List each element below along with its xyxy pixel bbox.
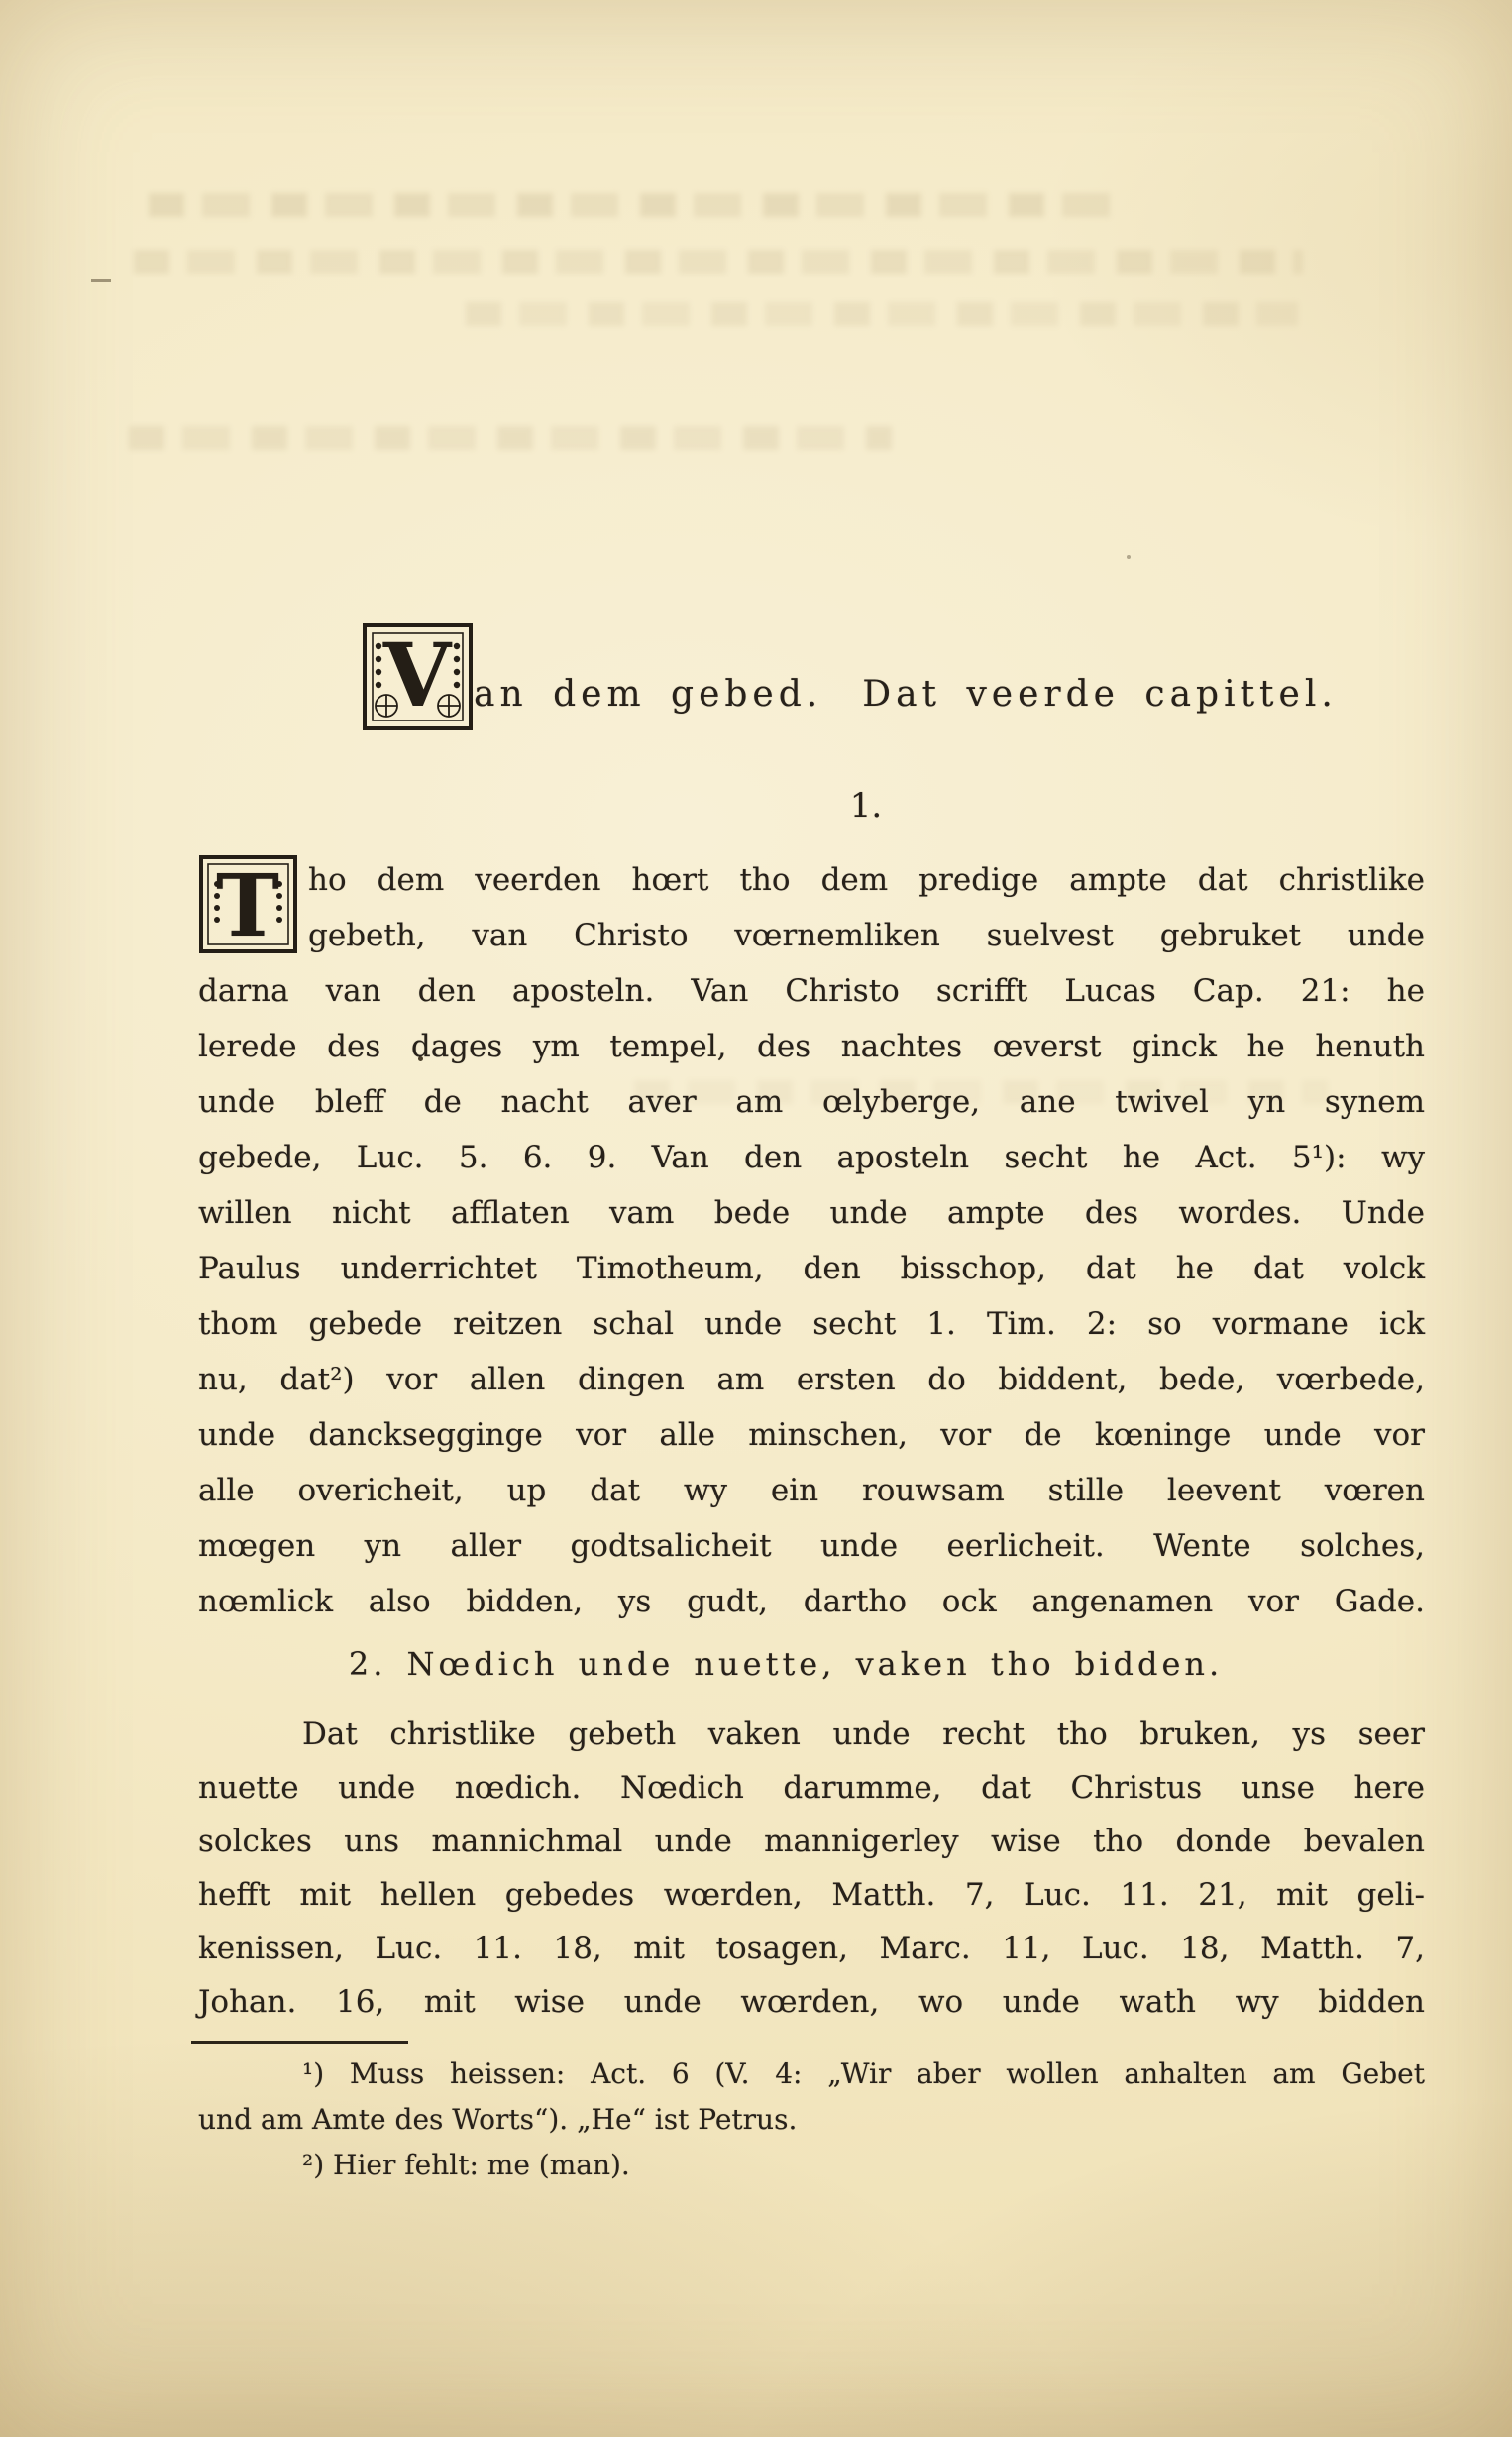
section-number: 1.: [849, 786, 883, 826]
body-line: Paulus underrichtet Timotheum, den bisschop, dat he dat volck: [198, 1251, 1425, 1286]
body-line: nœmlick also bidden, ys gudt, dartho ock angenamen vor Gade.: [198, 1584, 1425, 1619]
body-line: alle overicheit, up dat wy ein rouwsam stille leevent vœren: [198, 1473, 1425, 1508]
body-line: thom gebede reitzen schal unde secht 1. Tim. 2: so vormane ick: [198, 1306, 1425, 1342]
chapter-title: [474, 674, 1338, 715]
ornate-initial-v: [362, 622, 474, 731]
body-line: kenissen, Luc. 11. 18, mit tosagen, Marc. 11, Luc. 18, Matth. 7,: [198, 1931, 1425, 1966]
section-2-paragraph: [198, 1708, 1425, 2029]
initial-letter: V: [382, 623, 452, 726]
body-line: gebede, Luc. 5. 6. 9. Van den aposteln secht he Act. 5¹): wy: [198, 1140, 1425, 1175]
body-line: ho dem veerden hœrt tho dem predige ampte dat christlike: [308, 862, 1425, 898]
body-line: unde dancksegginge vor alle minschen, vor de kœninge unde vor: [198, 1417, 1425, 1453]
footnotes: [198, 2051, 1425, 2188]
subsection-heading: 2. Nœdich unde nuette, vaken tho bidden.: [348, 1645, 1224, 1683]
ornate-initial-t: [198, 854, 298, 954]
footnote-line: ¹) Muss heissen: Act. 6 (V. 4: „Wir aber wollen anhalten am Gebet: [302, 2057, 1425, 2090]
chapter-heading: [362, 622, 1338, 731]
body-line: darna van den aposteln. Van Christo scrifft Lucas Cap. 21: he: [198, 973, 1425, 1009]
footnote-line: und am Amte des Worts“). „He“ ist Petrus.: [198, 2103, 798, 2136]
page-bleedthrough: [129, 426, 892, 450]
body-line: nuette unde nœdich. Nœdich darumme, dat Christus unse here: [198, 1770, 1425, 1806]
body-line: solckes uns mannichmal unde mannigerley wise tho donde bevalen: [198, 1824, 1425, 1859]
body-line: gebeth, van Christo vœrnemliken suelvest gebruket unde: [308, 918, 1425, 953]
body-line: Dat christlike gebeth vaken unde recht tho bruken, ys seer: [302, 1717, 1425, 1752]
footnote-rule: [191, 2041, 408, 2044]
chapter-title-left: an dem gebed.: [474, 674, 823, 715]
chapter-title-right: Dat veerde capittel.: [862, 674, 1338, 715]
body-line: mœgen yn aller godtsalicheit unde eerlicheit. Wente solches,: [198, 1528, 1425, 1564]
footnote-line: ²) Hier fehlt: me (man).: [302, 2149, 630, 2181]
margin-dash-mark: [91, 279, 111, 282]
section-1-paragraph: [198, 852, 1425, 1629]
page-bleedthrough: [134, 250, 1303, 274]
page-bleedthrough: [149, 193, 1130, 217]
body-line: Johan. 16, mit wise unde wœrden, wo unde wath wy bidden: [198, 1984, 1425, 2020]
body-line: hefft mit hellen gebedes wœrden, Matth. 7, Luc. 11. 21, mit geli-: [198, 1877, 1425, 1913]
body-line: willen nicht afflaten vam bede unde ampte des wordes. Unde: [198, 1195, 1425, 1231]
page-bleedthrough: [466, 302, 1298, 326]
initial-letter: T: [216, 856, 279, 954]
body-line: nu, dat²) vor allen dingen am ersten do biddent, bede, vœrbede,: [198, 1362, 1425, 1397]
paper-speck: [1127, 555, 1131, 559]
body-line: unde bleff de nacht aver am œlyberge, ane twivel yn synem: [198, 1084, 1425, 1120]
body-line: lerede des dages ym tempel, des nachtes œverst ginck he henuth: [198, 1029, 1425, 1064]
